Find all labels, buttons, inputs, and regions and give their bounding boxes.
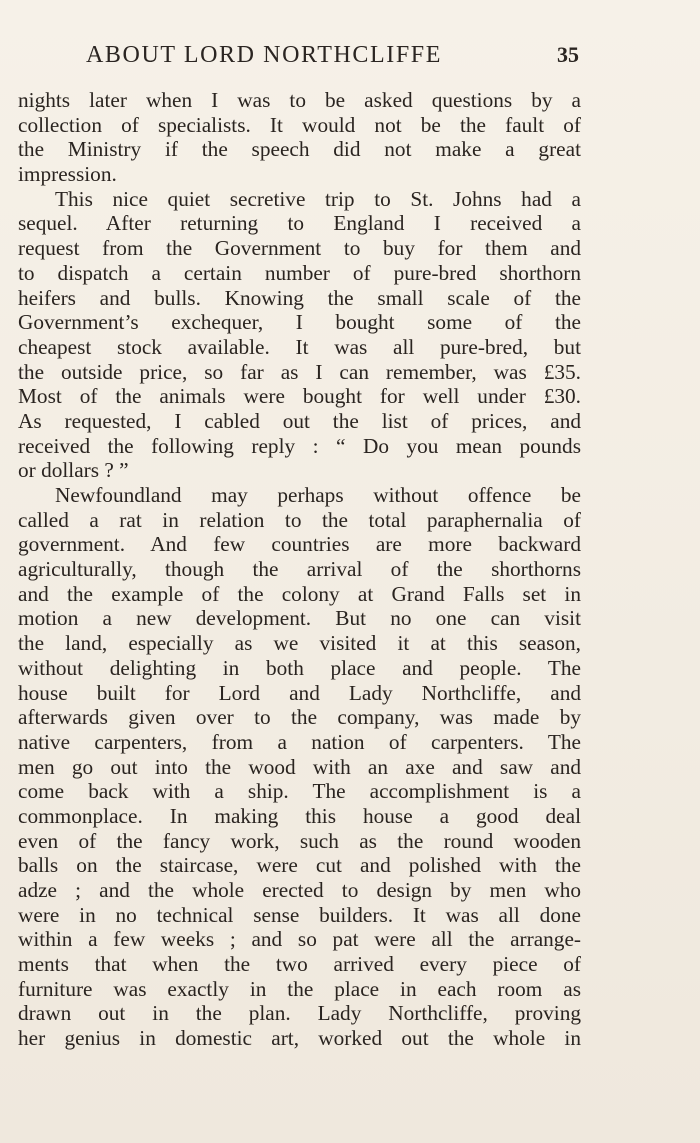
text-line: heifers and bulls. Knowing the small scale of the: [18, 285, 581, 310]
text-line: nights later when I was to be asked questions by a: [18, 88, 581, 112]
text-line: without delighting in both place and people. The: [18, 655, 581, 680]
text-line: Most of the animals were bought for well under £30.: [18, 384, 581, 409]
page-header: [0, 42, 700, 76]
text-line: within a few weeks ; and so pat were all the arrange-: [18, 927, 581, 952]
text-line: cheapest stock available. It was all pure-bred, but: [18, 334, 581, 359]
text-line: come back with a ship. The accomplishment is a: [18, 779, 581, 804]
text-line: the land, especially as we visited it at this season,: [18, 631, 581, 656]
text-line: collection of specialists. It would not be the fault of: [18, 112, 581, 137]
text-line: to dispatch a certain number of pure-bred shorthorn: [18, 260, 581, 285]
text-line: the outside price, so far as I can remember, was £35.: [18, 359, 581, 384]
text-line: house built for Lord and Lady Northcliffe, and: [18, 680, 581, 705]
text-line: furniture was exactly in the place in each room as: [18, 976, 581, 1001]
text-line: native carpenters, from a nation of carpenters. The: [18, 729, 581, 754]
body-text: [18, 88, 581, 1051]
text-line: received the following reply : “ Do you mean pounds: [18, 433, 581, 458]
text-line: As requested, I cabled out the list of prices, and: [18, 408, 581, 433]
text-line: balls on the staircase, were cut and polished with the: [18, 853, 581, 878]
text-line: agriculturally, though the arrival of the shorthorns: [18, 557, 581, 582]
text-line: ments that when the two arrived every piece of: [18, 952, 581, 977]
text-line: afterwards given over to the company, was made by: [18, 705, 581, 730]
text-line: her genius in domestic art, worked out the whole in: [18, 1026, 581, 1051]
text-line: drawn out in the plan. Lady Northcliffe, proving: [18, 1001, 581, 1026]
text-line: Newfoundland may perhaps without offence be: [55, 483, 581, 507]
text-line: impression.: [18, 162, 117, 187]
page-number: 35: [557, 42, 579, 67]
text-line: or dollars ? ”: [18, 458, 129, 483]
text-line: request from the Government to buy for them and: [18, 236, 581, 261]
text-line: the Ministry if the speech did not make a great: [18, 137, 581, 162]
text-line: called a rat in relation to the total paraphernalia of: [18, 507, 581, 532]
text-line: This nice quiet secretive trip to St. Johns had a: [55, 186, 581, 211]
text-line: Government’s exchequer, I bought some of the: [18, 310, 581, 335]
text-line: commonplace. In making this house a good deal: [18, 803, 581, 828]
text-line: sequel. After returning to England I received a: [18, 211, 581, 236]
running-head: ABOUT LORD NORTHCLIFFE: [86, 42, 443, 68]
text-line: men go out into the wood with an axe and saw and: [18, 754, 581, 779]
text-line: government. And few countries are more backward: [18, 532, 581, 557]
text-line: motion a new development. But no one can visit: [18, 606, 581, 631]
text-line: were in no technical sense builders. It was all done: [18, 902, 581, 927]
text-line: even of the fancy work, such as the round wooden: [18, 828, 581, 853]
text-line: adze ; and the whole erected to design by men who: [18, 878, 581, 902]
text-line: and the example of the colony at Grand Falls set in: [18, 581, 581, 606]
